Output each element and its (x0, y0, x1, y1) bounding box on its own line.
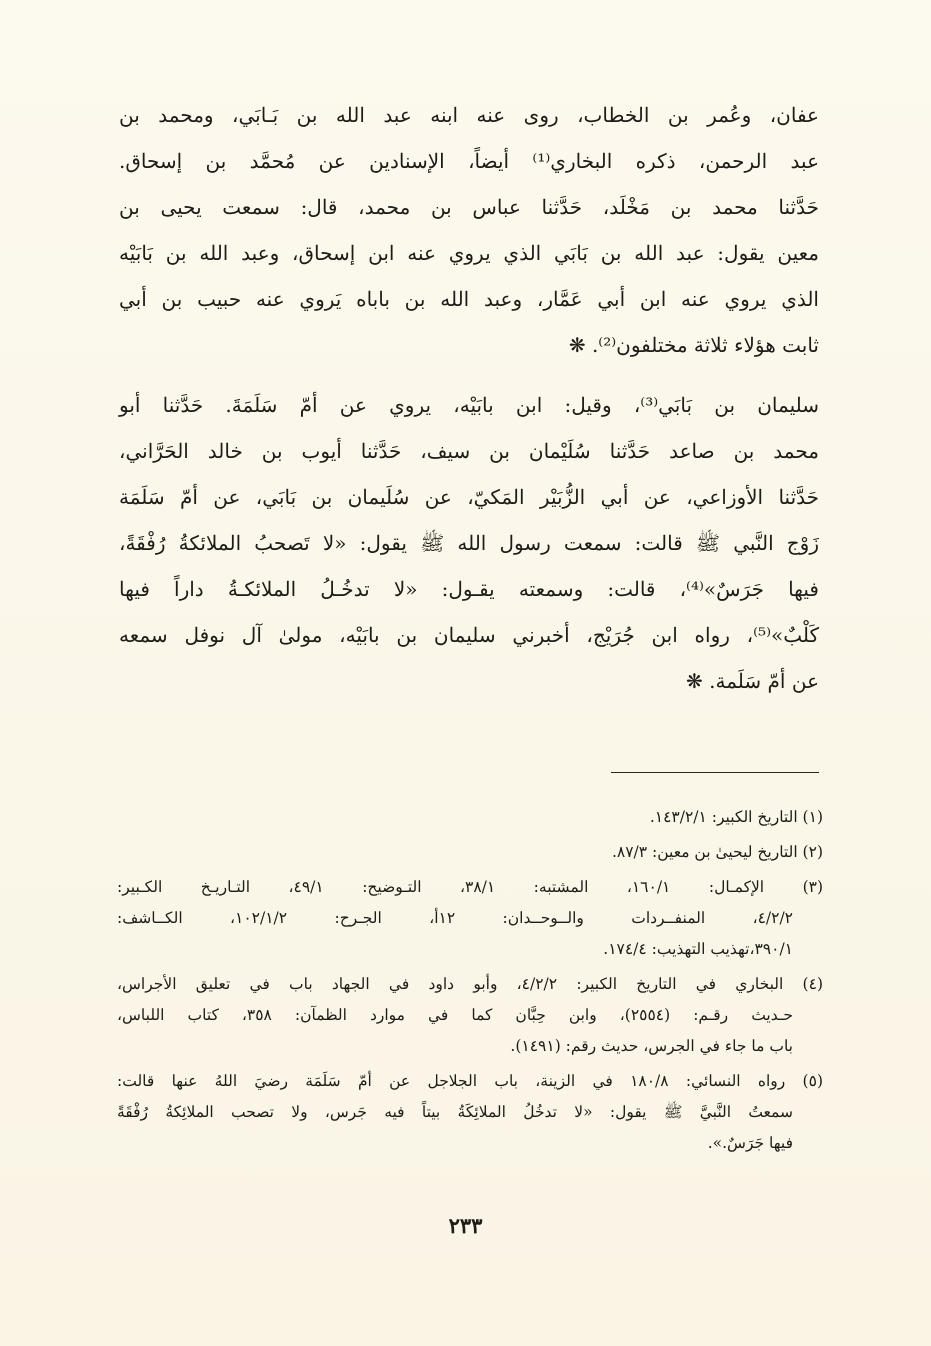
text-line: عفان، وعُمر بن الخطاب، روى عنه ابنه عبد الله بن بَـابَي، ومحمد بن (119, 103, 819, 127)
footnote-line: ٤/٢/٢، المنفــردات والــوحــدان: ١٢أ، الجـرح: ١٠٢/١/٢، الكــاشف: (117, 909, 793, 927)
footnote-line: باب ما جاء في الجرس، حديث رقم: (١٤٩١). (510, 1037, 793, 1055)
footnote-line: حـديث رقـم: (٢٥٥٤)، وابن حِبَّان كما في موارد الظمآن: ٣٥٨، كتاب اللباس، (117, 1006, 793, 1024)
footnote-separator (611, 772, 819, 773)
paragraph-babi-entry (119, 92, 819, 368)
text-line: كَلْبٌ»⁽⁵⁾، رواه ابن جُرَيْج، أخبرني سليمان بن بابَيْه، مولىٰ آل نوفل سمعه (119, 623, 819, 647)
footnote-line: فيها جَرَسٌ.». (707, 1134, 793, 1152)
footnotes (117, 802, 823, 1163)
text-line: حَدَّثنا محمد بن مَخْلَد، حَدَّثنا عباس بن محمد، قال: سمعت يحيى بن (119, 195, 819, 219)
footnote-3 (117, 872, 823, 965)
text-line: حَدَّثنا الأوزاعي، عن أبي الزُّبَيْر المَكيّ، عن سُلَيمان بن بَابَي، عن أمّ سَلَمَة (119, 485, 819, 509)
text-line: سليمان بن بَابَي⁽³⁾، وقيل: ابن بابَيْه، يروي عن أمّ سَلَمَةَ. حَدَّثنا أبو (119, 393, 819, 417)
text-line: معين يقول: عبد الله بن بَابَي الذي يروي عنه ابن إسحاق، وعبد الله بن بَابَيْه (119, 241, 819, 265)
text-line: عن أمّ سَلَمة. ❋ (686, 669, 819, 693)
footnote-1 (117, 802, 823, 833)
text-line: الذي يروي عنه ابن أبي عَمَّار، وعبد الله بن باباه يَروي عنه حبيب بن أبي (119, 287, 819, 311)
footnote-line: (٣) الإكمـال: ١٦٠/١، المشتبه: ٣٨/١، التـوضيح: ٤٩/١، التـاريـخ الكـبير: (117, 878, 824, 896)
footnote-line: (٤) البخاري في التاريخ الكبير: ٤/٢/٢، وأبو داود في الجهاد باب في تعليق الأجراس، (117, 975, 824, 993)
footnote-line: سمعتُ النَّبيَّ ﷺ يقول: «لا تدخُلُ الملائِكَةُ بيتاً فيه جَرس، ولا تصحب الملائِكةُ رُفْقَةً (117, 1103, 793, 1121)
footnote-line: (٢) التاريخ ليحيىٰ بن معين: ٨٧/٣. (611, 843, 823, 861)
footnote-5 (117, 1066, 823, 1159)
footnote-line: (٥) رواه النسائي: ١٨٠/٨ في الزينة، باب الجلاجل عن أمّ سَلَمَة رضيَ اللهُ عنها قالت: (117, 1072, 823, 1090)
footnote-line: (١) التاريخ الكبير: ١٤٣/٢/١. (649, 808, 823, 826)
text-line: عبد الرحمن، ذكره البخاري⁽¹⁾ أيضاً، الإسنادين عن مُحمَّد بن إسحاق. (119, 149, 820, 173)
paragraph-sulayman-entry (119, 382, 819, 704)
footnote-2 (117, 837, 823, 868)
footnote-4 (117, 969, 823, 1062)
text-line: زَوْج النَّبي ﷺ قالت: سمعت رسول الله ﷺ يقول: «لا تَصحبُ الملائكةُ رُفْقَةً، (119, 531, 819, 555)
text-line: فيها جَرَسٌ»⁽⁴⁾، قالت: وسمعته يقـول: «لا تدخُـلُ الملائكـةُ داراً فيها (119, 577, 819, 601)
text-line: محمد بن صاعد حَدَّثنا سُلَيْمان بن سيف، حَدَّثنا أيوب بن خالد الحَرَّاني، (119, 439, 819, 463)
main-text (119, 92, 819, 704)
footnote-line: ٣٩٠/١،تهذيب التهذيب: ١٧٤/٤. (603, 940, 793, 958)
page-number: ٢٣٣ (448, 1213, 483, 1238)
text-line: ثابت هؤلاء ثلاثة مختلفون⁽²⁾. ❋ (568, 333, 819, 357)
